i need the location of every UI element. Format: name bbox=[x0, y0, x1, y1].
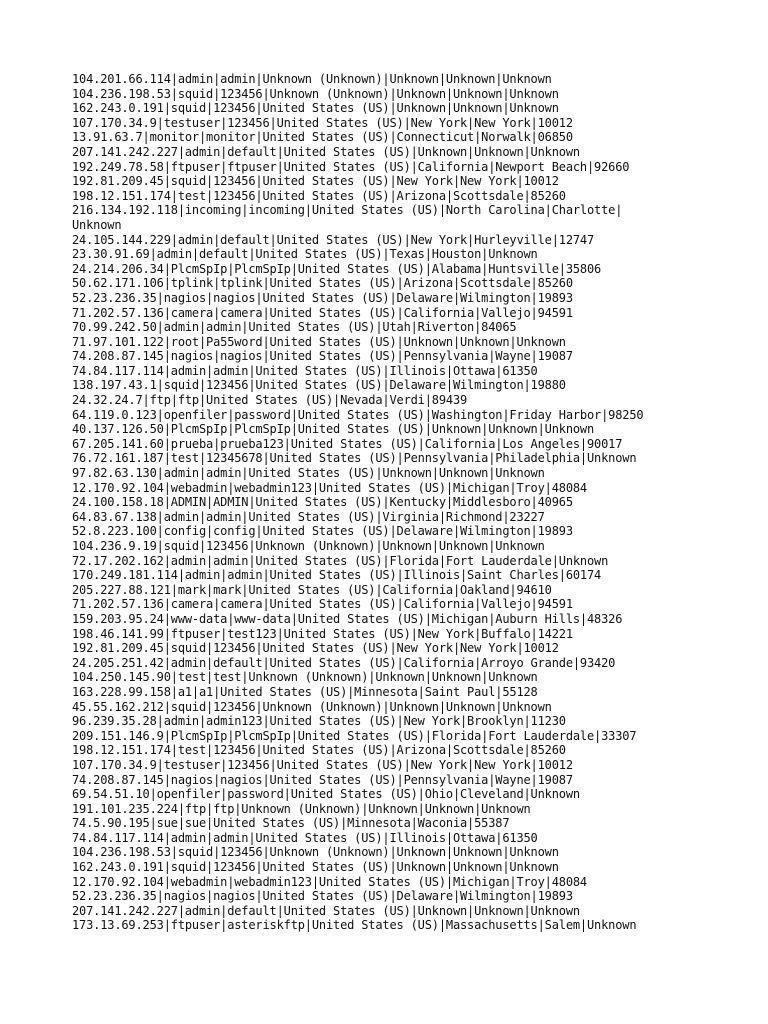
log-line: 104.250.145.90|test|test|Unknown (Unknown)|Unknown|Unknown|Unknown bbox=[72, 670, 538, 685]
document-page bbox=[72, 72, 692, 933]
log-lines bbox=[72, 72, 692, 933]
log-line: 97.82.63.130|admin|admin|United States (US)|Unknown|Unknown|Unknown bbox=[72, 466, 545, 481]
log-line: 64.83.67.138|admin|admin|United States (US)|Virginia|Richmond|23227 bbox=[72, 509, 545, 524]
log-line: 50.62.171.106|tplink|tplink|United States (US)|Arizona|Scottsdale|85260 bbox=[72, 276, 573, 291]
log-line: 173.13.69.253|ftpuser|asteriskftp|United States (US)|Massachusetts|Salem|Unknown bbox=[72, 918, 637, 933]
log-line: 163.228.99.158|a1|a1|United States (US)|Minnesota|Saint Paul|55128 bbox=[72, 684, 538, 699]
log-line: 104.236.9.19|squid|123456|Unknown (Unknown)|Unknown|Unknown|Unknown bbox=[72, 539, 545, 553]
log-line: 162.243.0.191|squid|123456|United States (US)|Unknown|Unknown|Unknown bbox=[72, 860, 559, 875]
log-line: 74.208.87.145|nagios|nagios|United States (US)|Pennsylvania|Wayne|19087 bbox=[72, 772, 573, 787]
log-line: 205.227.88.121|mark|mark|United States (US)|California|Oakland|94610 bbox=[72, 582, 552, 597]
log-line: 192.249.78.58|ftpuser|ftpuser|United States (US)|California|Newport Beach|92660 bbox=[72, 159, 630, 174]
log-line: 104.236.198.53|squid|123456|Unknown (Unknown)|Unknown|Unknown|Unknown bbox=[72, 86, 559, 101]
log-line: 170.249.181.114|admin|admin|United States (US)|Illinois|Saint Charles|60174 bbox=[72, 568, 602, 583]
log-line: 74.5.90.195|sue|sue|United States (US)|Minnesota|Waconia|55387 bbox=[72, 816, 510, 831]
log-line: 71.202.57.136|camera|camera|United States (US)|California|Vallejo|94591 bbox=[72, 305, 573, 320]
log-line: 104.236.198.53|squid|123456|Unknown (Unknown)|Unknown|Unknown|Unknown bbox=[72, 845, 559, 860]
log-line: 74.84.117.114|admin|admin|United States (US)|Illinois|Ottawa|61350 bbox=[72, 830, 538, 845]
log-line: 12.170.92.104|webadmin|webadmin123|United States (US)|Michigan|Troy|48084 bbox=[72, 480, 587, 495]
log-line: 71.202.57.136|camera|camera|United States (US)|California|Vallejo|94591 bbox=[72, 597, 573, 612]
log-line: 72.17.202.162|admin|admin|United States (US)|Florida|Fort Lauderdale|Unknown bbox=[72, 553, 609, 568]
log-line: 67.205.141.60|prueba|prueba123|United States (US)|California|Los Angeles|90017 bbox=[72, 436, 623, 451]
log-line: 12.170.92.104|webadmin|webadmin123|United States (US)|Michigan|Troy|48084 bbox=[72, 874, 587, 889]
log-line: Unknown bbox=[72, 217, 122, 232]
log-line: 216.134.192.118|incoming|incoming|United States (US)|North Carolina|Charlotte| bbox=[72, 203, 623, 218]
log-line: 76.72.161.187|test|12345678|United States (US)|Pennsylvania|Philadelphia|Unknown bbox=[72, 451, 637, 466]
log-line: 96.239.35.28|admin|admin123|United States (US)|New York|Brooklyn|11230 bbox=[72, 714, 566, 729]
log-line: 69.54.51.10|openfiler|password|United States (US)|Ohio|Cleveland|Unknown bbox=[72, 787, 580, 802]
log-line: 24.205.251.42|admin|default|United States (US)|California|Arroyo Grande|93420 bbox=[72, 655, 616, 670]
log-line: 107.170.34.9|testuser|123456|United States (US)|New York|New York|10012 bbox=[72, 115, 573, 130]
log-line: 64.119.0.123|openfiler|password|United States (US)|Washington|Friday Harbor|98250 bbox=[72, 407, 644, 422]
log-line: 198.46.141.99|ftpuser|test123|United States (US)|New York|Buffalo|14221 bbox=[72, 626, 573, 641]
log-line: 45.55.162.212|squid|123456|Unknown (Unknown)|Unknown|Unknown|Unknown bbox=[72, 699, 552, 714]
log-line: 192.81.209.45|squid|123456|United States (US)|New York|New York|10012 bbox=[72, 174, 559, 189]
log-line: 13.91.63.7|monitor|monitor|United States (US)|Connecticut|Norwalk|06850 bbox=[72, 130, 573, 145]
log-line: 207.141.242.227|admin|default|United States (US)|Unknown|Unknown|Unknown bbox=[72, 144, 580, 159]
log-line: 23.30.91.69|admin|default|United States (US)|Texas|Houston|Unknown bbox=[72, 247, 538, 262]
log-line: 52.8.223.100|config|config|United States (US)|Delaware|Wilmington|19893 bbox=[72, 524, 573, 539]
log-line: 71.97.101.122|root|Pa55word|United States (US)|Unknown|Unknown|Unknown bbox=[72, 334, 566, 349]
log-line: 52.23.236.35|nagios|nagios|United States (US)|Delaware|Wilmington|19893 bbox=[72, 889, 573, 904]
log-line: 24.105.144.229|admin|default|United States (US)|New York|Hurleyville|12747 bbox=[72, 232, 595, 247]
log-line: 162.243.0.191|squid|123456|United States (US)|Unknown|Unknown|Unknown bbox=[72, 101, 559, 116]
log-line: 74.208.87.145|nagios|nagios|United States (US)|Pennsylvania|Wayne|19087 bbox=[72, 349, 573, 364]
log-line: 24.32.24.7|ftp|ftp|United States (US)|Nevada|Verdi|89439 bbox=[72, 393, 468, 408]
log-line: 209.151.146.9|PlcmSpIp|PlcmSpIp|United States (US)|Florida|Fort Lauderdale|33307 bbox=[72, 728, 637, 743]
log-line: 191.101.235.224|ftp|ftp|Unknown (Unknown)|Unknown|Unknown|Unknown bbox=[72, 801, 531, 816]
log-line: 74.84.117.114|admin|admin|United States (US)|Illinois|Ottawa|61350 bbox=[72, 363, 538, 378]
log-line: 52.23.236.35|nagios|nagios|United States (US)|Delaware|Wilmington|19893 bbox=[72, 290, 573, 305]
log-line: 104.201.66.114|admin|admin|Unknown (Unknown)|Unknown|Unknown|Unknown bbox=[72, 72, 552, 86]
log-line: 192.81.209.45|squid|123456|United States (US)|New York|New York|10012 bbox=[72, 641, 559, 656]
log-line: 40.137.126.50|PlcmSpIp|PlcmSpIp|United States (US)|Unknown|Unknown|Unknown bbox=[72, 422, 595, 437]
log-line: 198.12.151.174|test|123456|United States (US)|Arizona|Scottsdale|85260 bbox=[72, 188, 566, 203]
log-line: 159.203.95.24|www-data|www-data|United States (US)|Michigan|Auburn Hills|48326 bbox=[72, 611, 623, 626]
log-line: 24.100.158.18|ADMIN|ADMIN|United States (US)|Kentucky|Middlesboro|40965 bbox=[72, 495, 573, 510]
log-line: 24.214.206.34|PlcmSpIp|PlcmSpIp|United States (US)|Alabama|Huntsville|35806 bbox=[72, 261, 602, 276]
log-line: 207.141.242.227|admin|default|United States (US)|Unknown|Unknown|Unknown bbox=[72, 903, 580, 918]
log-line: 198.12.151.174|test|123456|United States (US)|Arizona|Scottsdale|85260 bbox=[72, 743, 566, 758]
log-line: 138.197.43.1|squid|123456|United States (US)|Delaware|Wilmington|19880 bbox=[72, 378, 566, 393]
log-line: 70.99.242.50|admin|admin|United States (US)|Utah|Riverton|84065 bbox=[72, 320, 517, 335]
log-line: 107.170.34.9|testuser|123456|United States (US)|New York|New York|10012 bbox=[72, 757, 573, 772]
